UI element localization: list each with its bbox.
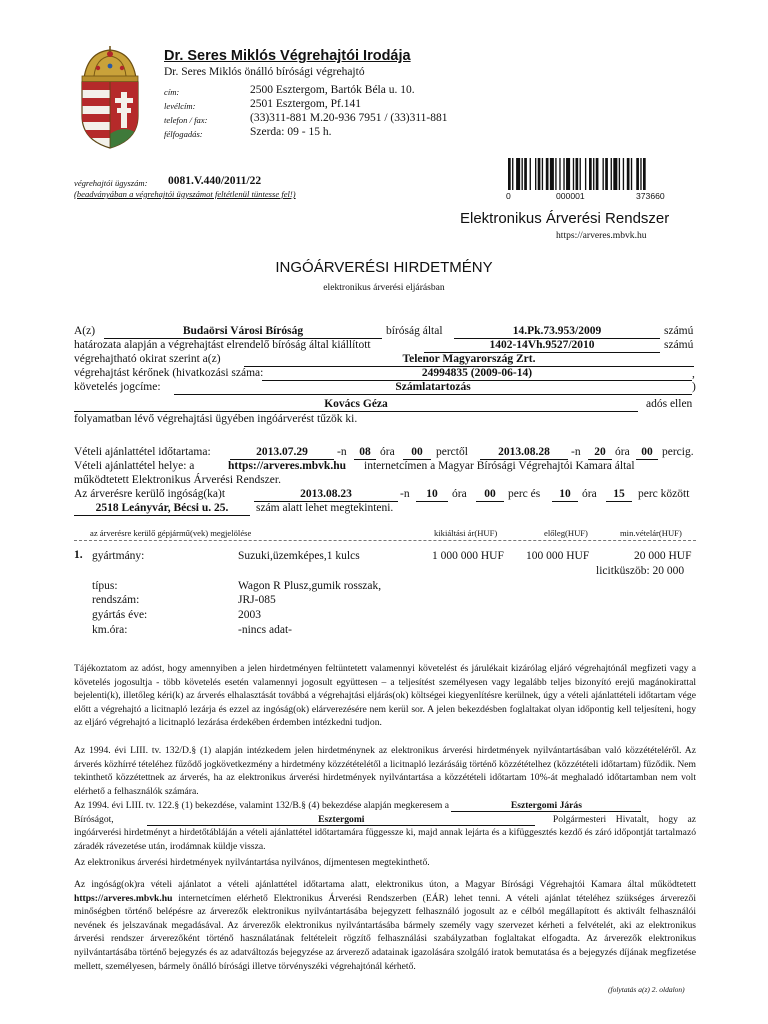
item-make-value: Suzuki,üzemképes,1 kulcs (238, 550, 360, 562)
item-deposit: 100 000 HUF (526, 550, 590, 562)
table-header-item: az árverésre kerülő gépjármű(vek) megjelölése (90, 528, 252, 538)
barcode-bar (530, 158, 531, 190)
barcode-bar (605, 158, 608, 190)
bid-place-system: működtetett Elektronikus Árverési Rendszer. (74, 474, 281, 486)
barcode-bar (563, 158, 564, 190)
barcode-bar (643, 158, 646, 190)
bid-start-n: -n (337, 446, 347, 458)
court-prefix: A(z) (74, 325, 96, 337)
posting-city: Esztergomi (147, 814, 535, 826)
barcode-bar (611, 158, 612, 190)
claim-title-prefix: követelés jogcíme: (74, 381, 161, 393)
registry-paragraph: Az elektronikus árverési hirdetmények nyilvántartása nyilvános, díjmentesen megtekinthető. (74, 857, 430, 868)
viewing-ora-2: óra (582, 488, 597, 500)
barcode-bar (580, 158, 581, 190)
creditor-prefix: végrehajtható okirat szerint a(z) (74, 353, 221, 365)
barcode-bar (542, 158, 543, 190)
viewing-end-minute: 15 (606, 487, 632, 502)
barcode-bar (631, 158, 632, 190)
writ-number: 1402-14Vh.9527/2010 (424, 338, 660, 353)
barcode-bar (516, 158, 520, 190)
debtor-notice-paragraph: Tájékoztatom az adóst, hogy amennyiben a jelen hirdetményen feltüntetett valamennyi követelést és járulékait kizárólag eljáró végrehajtónál megfizeti vagy a követelés jogosultja - több követelés esetén valamennyi jogosult együttesen – a teljesítést személyesen vagy legalább teljes bizonyító erejű magánokirattal bejelenti(k), illetőleg kéri(k) az árverés elhalasztását továbbá a végrehajtási eljárás(ok) költségei kiegyenlítésre kerülnek, úgy a vételi ajánlattételi időtartam vége előtt a végrehajtó a licitnapló lezárja és ezzel az ingóság(ok) elárverezésére nem kerül sor. A jelen bekezdésben foglaltakat olyan időpontig kell teljesíteni, hogy az eljáró végrehajtó a licitnapló lezárása érdekében érdemben intézkedni tudjon. (74, 663, 696, 729)
barcode-bar (596, 158, 599, 190)
viewing-n: -n (400, 488, 410, 500)
barcode-bar (623, 158, 624, 190)
bid-start-minute: 00 (403, 445, 431, 460)
viewing-perc-kozott: perc között (638, 488, 690, 500)
barcode (508, 158, 688, 190)
item-plate-label: rendszám: (92, 594, 140, 606)
auction-announcement: folyamatban lévő végrehajtási ügyében ingóárverést tűzök ki. (74, 413, 358, 425)
barcode-bar (559, 158, 560, 190)
court-name: Budaörsi Városi Bíróság (104, 324, 382, 339)
barcode-left-digits: 0 (506, 191, 511, 201)
item-type-value: Wagon R Plusz,gumik rosszak, (238, 580, 382, 592)
office-hours-value: Szerda: 09 - 15 h. (250, 126, 332, 138)
item-plate-value: JRJ-085 (238, 594, 276, 606)
barcode-bar (555, 158, 556, 190)
mail-address-value: 2501 Esztergom, Pf.141 (250, 98, 361, 110)
court-middle-text: bíróság által (386, 325, 443, 337)
barcode-bar (566, 158, 570, 190)
barcode-bar (613, 158, 617, 190)
barcode-bar (573, 158, 574, 190)
barcode-bar (508, 158, 511, 190)
posting-request-paragraph: Az 1994. évi LIII. tv. 122.§ (1) bekezdése, valamint 132/B.§ (4) bekezdése alapján megkeresem a Esztergomi Járás Bíróságot, Esztergomi Polgármesteri Hivatalt, hogy az ingóárverési hirdetményt a hirdetőtábláján a vételi ajánlattétel időtartamára függessze ki, majd annak lejárta és a kifüggesztés kezdő és záró időpontját tartalmazó záradék rávezetése után, irodámnak küldje vissza. (74, 800, 696, 852)
phone-label: telefon / fax: (164, 115, 208, 125)
address-label: cím: (164, 87, 180, 97)
bid-period-label: Vételi ajánlattétel időtartama: (74, 446, 211, 458)
office-subtitle: Dr. Seres Miklós önálló bírósági végrehajtó (164, 66, 365, 78)
item-price: 1 000 000 HUF (432, 550, 504, 562)
bid-end-date: 2013.08.28 (480, 445, 568, 460)
bidding-rules-paragraph: Az ingóság(ok)ra vételi ajánlatot a vételi ajánlattétel időtartama alatt, elektronikus úton, a Magyar Bírósági Végrehajtói Kamara által működtetett https://arveres.mbvk.hu internetcímen elérhető Elektronikus Árverési Rendszerben (EÁR) lehet tenni. A vételi ajánlat tételéhez szükséges árverezői minőségben történő belépésre az árverezők elektronikus nyilvántartásába bejegyzett felhasználó jogosult az e célból megállapított és aktivált felhasználói nevének és jelszavának megadásával. Az árverezők elektronikus nyilvántartásába bármely személy vagy szervezet kérheti a felvételét, aki az elektronikus árverési rendszer árverezőként történő használatának feltételeit rögzítő felhasználási szabályzatban foglaltakat elfogadta. Az árverezők elektronikus nyilvántartásába történő bejegyzés és az adatváltozás bejegyzése az árverező adatainak igazolására szolgáló iratok bemutatása és a bejegyzés díjának megfizetése mellett, személyesen, bármely önálló bírósági illetve törvényszéki végrehajtónál kérhető. (74, 879, 696, 972)
table-header-deposit: előleg(HUF) (544, 528, 588, 538)
item-year-value: 2003 (238, 609, 261, 621)
barcode-bar (589, 158, 592, 190)
debtor-name: Kovács Géza (74, 397, 638, 412)
item-min-price: 20 000 HUF (634, 550, 692, 562)
barcode-bar (550, 158, 554, 190)
viewing-start-hour: 10 (416, 487, 448, 502)
bid-start-ora: óra (380, 446, 395, 458)
item-number: 1. (74, 549, 83, 561)
viewing-place: 2518 Leányvár, Bécsi u. 25. (74, 501, 250, 516)
page-subtitle: elektronikus árverési eljárásban (323, 282, 445, 293)
barcode-bar (640, 158, 641, 190)
creditor-name: Telenor Magyarország Zrt. (244, 352, 694, 367)
mail-address-label: levélcím: (164, 101, 196, 111)
posting-office: Esztergomi Járás (451, 800, 641, 812)
system-url: https://arveres.mbvk.hu (556, 230, 647, 241)
item-make-label: gyártmány: (92, 550, 145, 562)
claim-title: Számlatartozás (174, 380, 692, 395)
case-number-label: végrehajtói ügyszám: (74, 178, 148, 188)
viewing-date: 2013.08.23 (254, 487, 398, 502)
office-name: Dr. Seres Miklós Végrehajtói Irodája (164, 48, 411, 64)
continuation-note: (folytatás a(z) 2. oldalon) (608, 985, 685, 994)
bid-place-suffix: internetcímen a Magyar Bírósági Végrehajtói Kamara által (364, 460, 635, 472)
bidding-url[interactable]: https://arveres.mbvk.hu (74, 892, 173, 904)
viewing-place-suffix: szám alatt lehet megtekinteni. (256, 502, 394, 514)
barcode-bar (535, 158, 536, 190)
page-title: INGÓÁRVERÉSI HIRDETMÉNY (275, 259, 493, 276)
bid-start-perctol: perctől (436, 446, 468, 458)
debtor-suffix: adós ellen (646, 398, 693, 410)
writ-suffix: számú (664, 339, 694, 351)
viewing-end-hour: 10 (552, 487, 578, 502)
case-number-note: (beadványában a végrehajtói ügyszámot feltétlenül tüntesse fel!) (74, 189, 296, 199)
bid-end-percig: percig. (662, 446, 694, 458)
barcode-bar (538, 158, 541, 190)
bid-end-ora: óra (615, 446, 630, 458)
bid-place-url[interactable]: https://arveres.mbvk.hu (228, 460, 346, 472)
coat-of-arms-logo (70, 46, 150, 150)
viewing-ora-1: óra (452, 488, 467, 500)
publication-paragraph: Az 1994. évi LIII. tv. 132/D.§ (1) alapján intézkedem jelen hirdetménynek az elektronikus árverési hirdetmények nyilvántartásában való közzétételéről. Az árverés közhírré tételéhez fűződő jogkövetkezmény a hirdetmény közzétételétől a licitnapló lezárásáig történő közzétételhez (közzétételi időtartam) fűződik. Nem tekinthető közzétettnek az árverés, ha az elektronikus árverési hirdetmények nyilvántartása a közzétételi időtartam 10%-át meghaladó időtartamban nem volt elérhető a felhasználók számára. (74, 745, 696, 797)
table-header-price: kikiáltási ár(HUF) (434, 528, 498, 538)
reference-prefix: végrehajtást kérőnek (hivatkozási száma: (74, 367, 264, 379)
barcode-bar (576, 158, 579, 190)
item-km-label: km.óra: (92, 624, 128, 636)
bid-place-label: Vételi ajánlattétel helye: a (74, 460, 195, 472)
office-hours-label: félfogadás: (164, 129, 203, 139)
bid-end-minute: 00 (636, 445, 658, 460)
viewing-perc-es: perc és (508, 488, 541, 500)
reference-number: 24994835 (2009-06-14) (262, 366, 692, 381)
item-km-value: -nincs adat- (238, 624, 292, 636)
reference-suffix: , (692, 368, 695, 380)
system-name: Elektronikus Árverési Rendszer (460, 210, 670, 227)
table-header-min-price: min.vételár(HUF) (620, 528, 682, 538)
bid-end-hour: 20 (588, 445, 612, 460)
claim-title-suffix: ) (692, 381, 696, 393)
barcode-bar (522, 158, 523, 190)
table-header-divider (74, 540, 696, 541)
viewing-start-minute: 00 (476, 487, 504, 502)
barcode-bar (524, 158, 527, 190)
bid-end-n: -n (571, 446, 581, 458)
barcode-right-digits: 373660 (636, 191, 665, 201)
barcode-bar (636, 158, 639, 190)
item-bid-step: licitküszöb: 20 000 (596, 565, 685, 577)
barcode-bar (585, 158, 586, 190)
barcode-bar (619, 158, 620, 190)
bid-start-hour: 08 (354, 445, 376, 460)
barcode-bar (627, 158, 630, 190)
address-value: 2500 Esztergom, Bartók Béla u. 10. (250, 84, 415, 96)
viewing-label: Az árverésre kerülő ingóság(ka)t (74, 488, 226, 500)
barcode-bar (593, 158, 594, 190)
court-case-number: 14.Pk.73.953/2009 (454, 324, 660, 339)
court-suffix: számú (664, 325, 694, 337)
phone-value: (33)311-881 M.20-936 7951 / (33)311-881 (250, 112, 448, 124)
barcode-bar (603, 158, 604, 190)
item-type-label: típus: (92, 580, 118, 592)
barcode-bar (512, 158, 513, 190)
writ-prefix: határozata alapján a végrehajtást elrendelő bíróság által kiállított (74, 339, 371, 351)
barcode-bar (546, 158, 549, 190)
case-number: 0081.V.440/2011/22 (168, 175, 262, 187)
item-year-label: gyártás éve: (92, 609, 148, 621)
bid-start-date: 2013.07.29 (230, 445, 334, 460)
barcode-middle-digits: 000001 (556, 191, 585, 201)
